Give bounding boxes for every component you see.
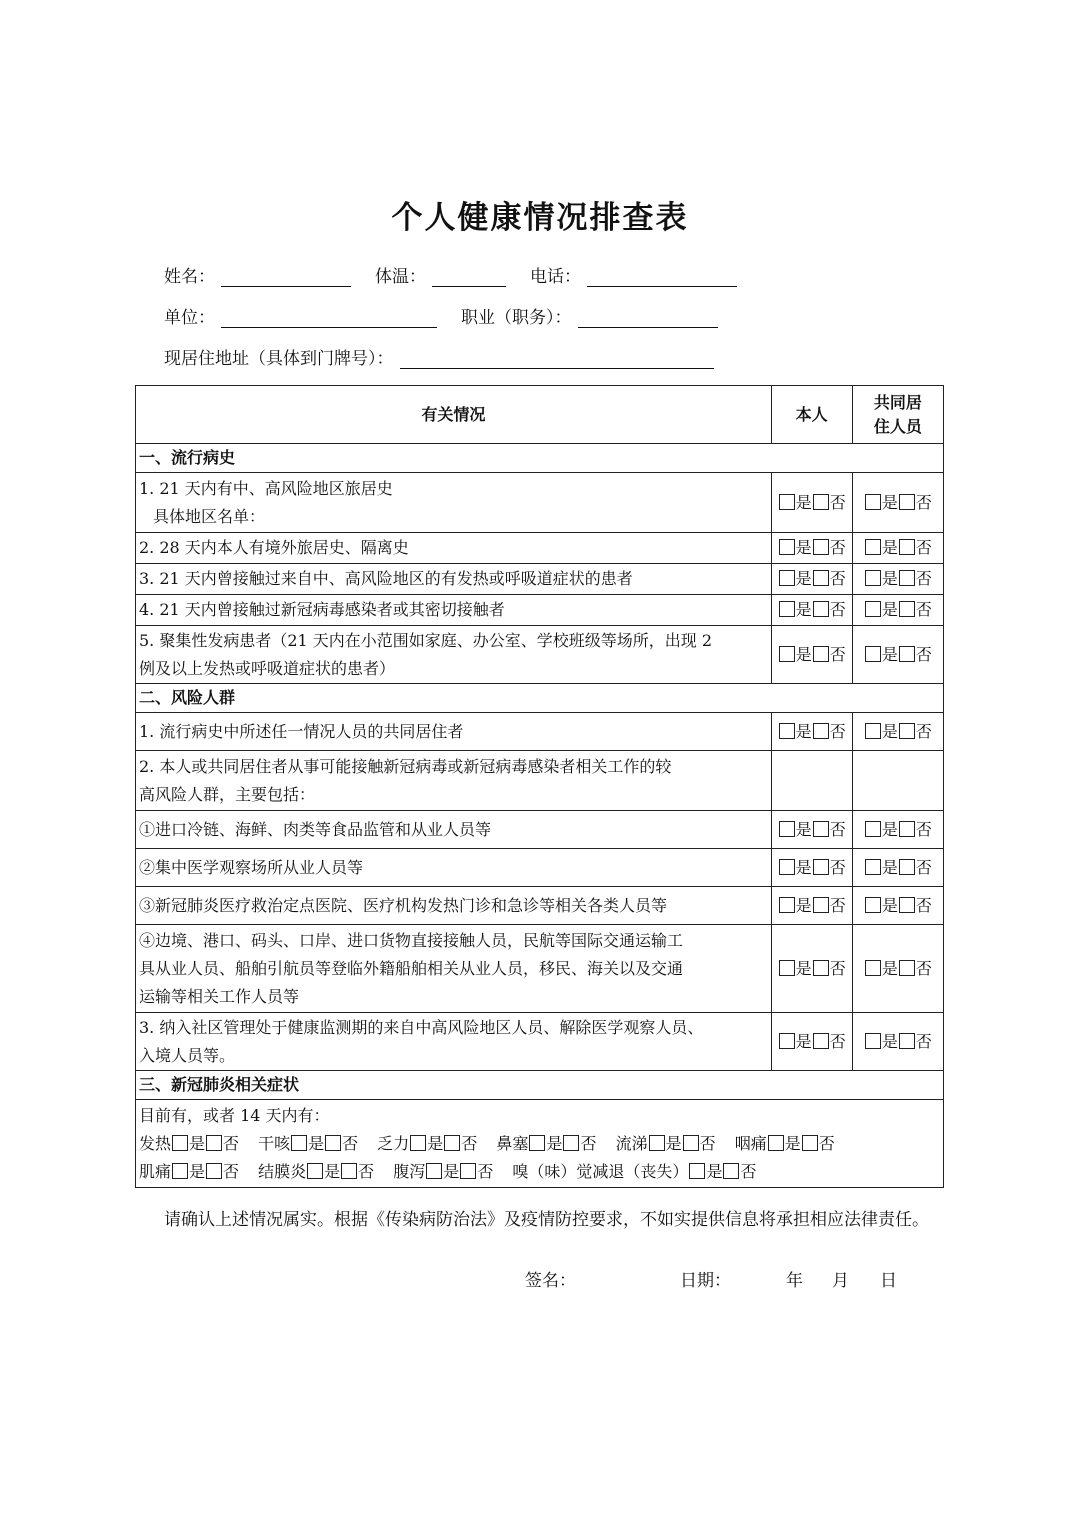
- row-desc: [136, 751, 772, 811]
- yes-label: 是: [324, 1161, 341, 1181]
- yes-label: 是: [881, 895, 898, 915]
- name-label: 姓名：: [164, 267, 215, 287]
- row-desc: ①进口冷链、海鲜、肉类等食品监管和从业人员等: [136, 811, 772, 849]
- yes-checkbox[interactable]: [865, 646, 881, 662]
- month-label: 月: [832, 1271, 849, 1291]
- row-desc: [136, 626, 772, 684]
- yes-label: 是: [795, 819, 812, 839]
- signature-label: 签名：: [525, 1271, 576, 1291]
- temperature-label: 体温：: [375, 267, 426, 287]
- no-checkbox[interactable]: [899, 494, 915, 510]
- yes-checkbox[interactable]: [779, 570, 795, 586]
- yes-label: 是: [795, 644, 812, 664]
- no-checkbox[interactable]: [899, 723, 915, 739]
- table-row: [136, 533, 944, 564]
- no-checkbox[interactable]: [899, 821, 915, 837]
- yes-checkbox[interactable]: [865, 539, 881, 555]
- no-checkbox[interactable]: [683, 1135, 699, 1151]
- table-row: [136, 713, 944, 751]
- table-row: [136, 849, 944, 887]
- symptom-item: [393, 1158, 493, 1186]
- unit-label: 单位：: [164, 308, 215, 328]
- no-label: 否: [829, 569, 846, 588]
- table-row: [136, 811, 944, 849]
- no-checkbox[interactable]: [813, 494, 829, 510]
- header-self: 本人: [771, 386, 852, 444]
- table-row: [136, 595, 944, 626]
- row-desc-line: 具体地区名单：: [153, 506, 266, 526]
- symptom-label: 嗅（味）觉减退（丧失）: [512, 1161, 689, 1181]
- row-address: [164, 344, 738, 369]
- health-check-table: [135, 385, 944, 1188]
- yes-checkbox[interactable]: [865, 723, 881, 739]
- symptoms-line-2: [139, 1158, 940, 1186]
- address-label: 现居住地址（具体到门牌号）：: [164, 349, 394, 369]
- self-choice: [771, 595, 852, 626]
- self-choice: [771, 925, 852, 1013]
- symptom-item: [139, 1158, 239, 1186]
- yes-label: 是: [881, 538, 898, 557]
- row-desc-line: 具从业人员、船舶引航员等登临外籍船舶相关从业人员，移民、海关以及交通: [139, 958, 684, 978]
- no-checkbox[interactable]: [899, 570, 915, 586]
- yes-label: 是: [706, 1161, 723, 1181]
- yes-checkbox[interactable]: [426, 1163, 442, 1179]
- yes-label: 是: [881, 958, 898, 978]
- self-choice: [771, 811, 852, 849]
- job-field[interactable]: [578, 305, 718, 328]
- yes-label: 是: [795, 958, 812, 978]
- cohabitant-choice: [852, 564, 943, 595]
- header-co-line1: 共同居: [873, 392, 922, 412]
- no-label: 否: [829, 538, 846, 557]
- row-desc-line: 运输等相关工作人员等: [139, 986, 300, 1006]
- yes-label: 是: [784, 1133, 801, 1153]
- symptoms-cell: [136, 1100, 944, 1188]
- no-label: 否: [829, 644, 846, 664]
- row-desc: 2. 28 天内本人有境外旅居史、隔离史: [136, 533, 772, 564]
- cohabitant-choice: [852, 473, 943, 533]
- row-desc: ②集中医学观察场所从业人员等: [136, 849, 772, 887]
- no-label: 否: [915, 819, 932, 839]
- yes-label: 是: [881, 600, 898, 619]
- unit-field[interactable]: [221, 305, 437, 328]
- row-desc: [136, 473, 772, 533]
- no-label: 否: [915, 538, 932, 557]
- yes-label: 是: [427, 1133, 444, 1153]
- yes-label: 是: [795, 895, 812, 915]
- no-label: 否: [477, 1161, 494, 1181]
- legal-note: 请确认上述情况属实。根据《传染病防治法》及疫情防控要求，不如实提供信息将承担相应法律责任。: [164, 1210, 929, 1230]
- no-checkbox[interactable]: [460, 1163, 476, 1179]
- table-row: [136, 925, 944, 1013]
- row-work-info: [164, 303, 742, 328]
- no-checkbox[interactable]: [813, 960, 829, 976]
- symptom-label: 鼻塞: [496, 1133, 529, 1153]
- row-desc-line: 入境人员等。: [139, 1045, 236, 1065]
- no-checkbox[interactable]: [813, 539, 829, 555]
- no-label: 否: [740, 1161, 757, 1181]
- no-checkbox[interactable]: [899, 601, 915, 617]
- cohabitant-choice: [852, 811, 943, 849]
- no-checkbox[interactable]: [899, 539, 915, 555]
- yes-checkbox[interactable]: [865, 494, 881, 510]
- symptom-item: [735, 1130, 835, 1158]
- no-label: 否: [829, 895, 846, 915]
- yes-label: 是: [881, 819, 898, 839]
- yes-checkbox[interactable]: [865, 1033, 881, 1049]
- yes-label: 是: [881, 644, 898, 664]
- header-desc: 有关情况: [136, 386, 772, 444]
- no-label: 否: [461, 1133, 478, 1153]
- phone-field[interactable]: [587, 264, 737, 287]
- no-label: 否: [915, 644, 932, 664]
- section-risk-groups: 二、风险人群: [136, 684, 944, 713]
- no-checkbox[interactable]: [813, 821, 829, 837]
- self-choice: [771, 564, 852, 595]
- row-desc: [136, 925, 772, 1013]
- yes-checkbox[interactable]: [779, 859, 795, 875]
- no-checkbox[interactable]: [802, 1135, 818, 1151]
- symptom-item: [512, 1158, 756, 1186]
- cohabitant-choice: [852, 533, 943, 564]
- section-row: [136, 1071, 944, 1100]
- yes-checkbox[interactable]: [779, 539, 795, 555]
- header-co-line2: 住人员: [873, 416, 922, 436]
- table-header-row: [136, 386, 944, 444]
- date-label: 日期：: [680, 1271, 731, 1291]
- self-choice: [771, 887, 852, 925]
- no-checkbox[interactable]: [899, 960, 915, 976]
- symptoms-line-1: [139, 1130, 940, 1158]
- no-checkbox[interactable]: [341, 1163, 357, 1179]
- row-desc: ③新冠肺炎医疗救治定点医院、医疗机构发热门诊和急诊等相关各类人员等: [136, 887, 772, 925]
- yes-label: 是: [881, 857, 898, 877]
- no-checkbox[interactable]: [325, 1135, 341, 1151]
- symptom-item: [616, 1130, 716, 1158]
- symptoms-intro: 目前有，或者 14 天内有：: [139, 1105, 330, 1125]
- row-desc-line: 例及以上发热或呼吸道症状的患者）: [139, 658, 396, 678]
- yes-checkbox[interactable]: [865, 859, 881, 875]
- temperature-field[interactable]: [432, 264, 506, 287]
- yes-label: 是: [881, 1031, 898, 1051]
- symptom-label: 肌痛: [139, 1161, 172, 1181]
- self-choice-empty: [771, 751, 852, 811]
- no-checkbox[interactable]: [563, 1135, 579, 1151]
- cohabitant-choice: [852, 626, 943, 684]
- yes-checkbox[interactable]: [768, 1135, 784, 1151]
- no-label: 否: [915, 1031, 932, 1051]
- cohabitant-choice: [852, 595, 943, 626]
- yes-checkbox[interactable]: [779, 723, 795, 739]
- yes-checkbox[interactable]: [779, 601, 795, 617]
- no-label: 否: [915, 600, 932, 619]
- yes-checkbox[interactable]: [172, 1163, 188, 1179]
- yes-checkbox[interactable]: [307, 1163, 323, 1179]
- yes-checkbox[interactable]: [689, 1163, 705, 1179]
- no-checkbox[interactable]: [899, 646, 915, 662]
- symptom-label: 乏力: [377, 1133, 410, 1153]
- no-label: 否: [829, 1031, 846, 1051]
- yes-checkbox[interactable]: [529, 1135, 545, 1151]
- yes-label: 是: [795, 569, 812, 588]
- symptom-item: [496, 1130, 596, 1158]
- row-desc-line: 3. 纳入社区管理处于健康监测期的来自中高风险地区人员、解除医学观察人员、: [139, 1017, 704, 1037]
- table-row: [136, 1013, 944, 1071]
- no-checkbox[interactable]: [899, 859, 915, 875]
- yes-label: 是: [189, 1161, 206, 1181]
- symptom-item: [139, 1130, 239, 1158]
- symptom-label: 腹泻: [393, 1161, 426, 1181]
- self-choice: [771, 713, 852, 751]
- no-checkbox[interactable]: [206, 1135, 222, 1151]
- cohabitant-choice: [852, 1013, 943, 1071]
- section-row: [136, 684, 944, 713]
- name-field[interactable]: [221, 264, 351, 287]
- no-checkbox[interactable]: [813, 1033, 829, 1049]
- table-row: [136, 626, 944, 684]
- cohabitant-choice-empty: [852, 751, 943, 811]
- yes-label: 是: [881, 569, 898, 588]
- no-label: 否: [915, 958, 932, 978]
- no-label: 否: [829, 721, 846, 741]
- no-label: 否: [829, 857, 846, 877]
- symptom-label: 结膜炎: [258, 1161, 307, 1181]
- no-checkbox[interactable]: [813, 897, 829, 913]
- self-choice: [771, 626, 852, 684]
- cohabitant-choice: [852, 849, 943, 887]
- no-checkbox[interactable]: [813, 646, 829, 662]
- no-label: 否: [915, 492, 932, 512]
- symptom-item: [258, 1158, 374, 1186]
- table-row: [136, 751, 944, 811]
- row-desc: 1. 流行病史中所述任一情况人员的共同居住者: [136, 713, 772, 751]
- self-choice: [771, 533, 852, 564]
- yes-label: 是: [308, 1133, 325, 1153]
- no-label: 否: [829, 958, 846, 978]
- row-desc-line: 5. 聚集性发病患者（21 天内在小范围如家庭、办公室、学校班级等场所，出现 2: [139, 630, 713, 650]
- no-checkbox[interactable]: [206, 1163, 222, 1179]
- row-desc: [136, 1013, 772, 1071]
- day-label: 日: [880, 1271, 897, 1291]
- section-row: [136, 444, 944, 473]
- no-checkbox[interactable]: [813, 859, 829, 875]
- symptom-item: [258, 1130, 358, 1158]
- yes-checkbox[interactable]: [865, 960, 881, 976]
- yes-label: 是: [795, 600, 812, 619]
- yes-checkbox[interactable]: [865, 601, 881, 617]
- no-label: 否: [818, 1133, 835, 1153]
- table-row: [136, 887, 944, 925]
- no-label: 否: [829, 819, 846, 839]
- self-choice: [771, 473, 852, 533]
- no-label: 否: [580, 1133, 597, 1153]
- no-label: 否: [342, 1133, 359, 1153]
- cohabitant-choice: [852, 887, 943, 925]
- no-label: 否: [829, 492, 846, 512]
- form-title: 个人健康情况排查表: [391, 200, 689, 236]
- no-label: 否: [358, 1161, 375, 1181]
- yes-checkbox[interactable]: [291, 1135, 307, 1151]
- self-choice: [771, 1013, 852, 1071]
- yes-label: 是: [881, 492, 898, 512]
- address-field[interactable]: [400, 346, 714, 369]
- yes-checkbox[interactable]: [779, 821, 795, 837]
- header-cohabitants: [852, 386, 943, 444]
- no-label: 否: [915, 721, 932, 741]
- yes-label: 是: [881, 721, 898, 741]
- row-desc-line: 2. 本人或共同居住者从事可能接触新冠病毒或新冠病毒感染者相关工作的较: [139, 756, 672, 776]
- row-basic-info: [164, 262, 761, 287]
- no-checkbox[interactable]: [813, 723, 829, 739]
- yes-label: 是: [795, 1031, 812, 1051]
- no-label: 否: [829, 600, 846, 619]
- no-checkbox[interactable]: [813, 570, 829, 586]
- phone-label: 电话：: [530, 267, 581, 287]
- no-checkbox[interactable]: [723, 1163, 739, 1179]
- no-label: 否: [223, 1133, 240, 1153]
- symptoms-row: [136, 1100, 944, 1188]
- yes-label: 是: [795, 492, 812, 512]
- yes-checkbox[interactable]: [649, 1135, 665, 1151]
- yes-label: 是: [795, 538, 812, 557]
- yes-label: 是: [795, 721, 812, 741]
- self-choice: [771, 849, 852, 887]
- cohabitant-choice: [852, 925, 943, 1013]
- no-label: 否: [915, 857, 932, 877]
- yes-checkbox[interactable]: [865, 897, 881, 913]
- job-label: 职业（职务）：: [461, 308, 572, 328]
- yes-checkbox[interactable]: [779, 646, 795, 662]
- yes-label: 是: [665, 1133, 682, 1153]
- no-label: 否: [223, 1161, 240, 1181]
- yes-checkbox[interactable]: [172, 1135, 188, 1151]
- symptom-label: 流涕: [615, 1133, 648, 1153]
- no-checkbox[interactable]: [444, 1135, 460, 1151]
- section-symptoms: 三、新冠肺炎相关症状: [136, 1071, 944, 1100]
- no-label: 否: [915, 895, 932, 915]
- yes-checkbox[interactable]: [865, 570, 881, 586]
- symptom-item: [377, 1130, 477, 1158]
- no-checkbox[interactable]: [899, 1033, 915, 1049]
- year-label: 年: [786, 1271, 803, 1291]
- table-row: [136, 473, 944, 533]
- yes-label: 是: [189, 1133, 206, 1153]
- yes-checkbox[interactable]: [779, 1033, 795, 1049]
- row-desc: 3. 21 天内曾接触过来自中、高风险地区的有发热或呼吸道症状的患者: [136, 564, 772, 595]
- yes-checkbox[interactable]: [779, 897, 795, 913]
- symptom-label: 发热: [139, 1133, 172, 1153]
- no-label: 否: [699, 1133, 716, 1153]
- yes-checkbox[interactable]: [779, 960, 795, 976]
- no-checkbox[interactable]: [813, 601, 829, 617]
- symptom-label: 咽痛: [734, 1133, 767, 1153]
- yes-label: 是: [795, 857, 812, 877]
- table-row: [136, 564, 944, 595]
- yes-checkbox[interactable]: [865, 821, 881, 837]
- symptom-label: 干咳: [258, 1133, 291, 1153]
- yes-label: 是: [546, 1133, 563, 1153]
- row-desc-line: 1. 21 天内有中、高风险地区旅居史: [139, 478, 393, 498]
- cohabitant-choice: [852, 713, 943, 751]
- yes-label: 是: [443, 1161, 460, 1181]
- yes-checkbox[interactable]: [779, 494, 795, 510]
- yes-checkbox[interactable]: [410, 1135, 426, 1151]
- row-desc-line: ④边境、港口、码头、口岸、进口货物直接接触人员，民航等国际交通运输工: [139, 930, 684, 950]
- row-desc-line: 高风险人群，主要包括：: [139, 784, 316, 804]
- row-desc: 4. 21 天内曾接触过新冠病毒感染者或其密切接触者: [136, 595, 772, 626]
- no-checkbox[interactable]: [899, 897, 915, 913]
- section-epidemic-history: 一、流行病史: [136, 444, 944, 473]
- no-label: 否: [915, 569, 932, 588]
